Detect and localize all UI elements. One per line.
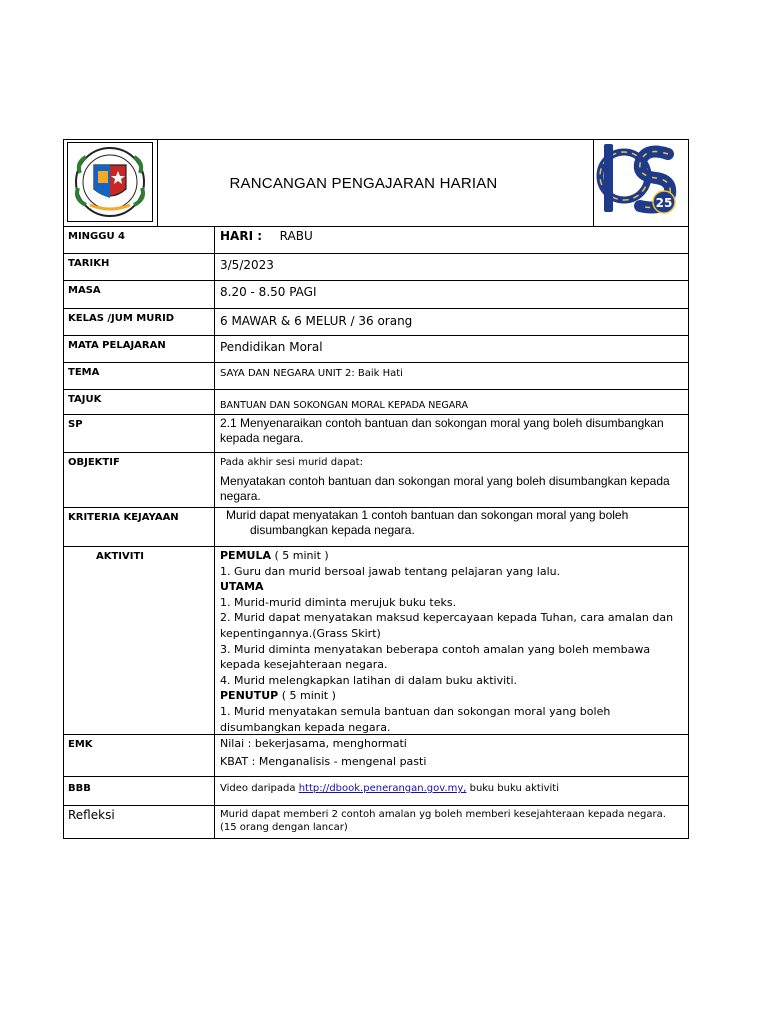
label-minggu: MINGGU 4 xyxy=(64,227,215,253)
page-title: RANCANGAN PENGAJARAN HARIAN xyxy=(229,174,498,192)
value-aktiviti xyxy=(215,547,688,734)
value-tajuk: BANTUAN DAN SOKONGAN MORAL KEPADA NEGARA xyxy=(220,400,468,411)
sekolah-logo-icon xyxy=(594,140,688,226)
row-aktiviti xyxy=(64,547,688,735)
value-objektif xyxy=(215,453,688,507)
utama-title: UTAMA xyxy=(220,580,264,594)
row-sp xyxy=(64,415,688,453)
hari-value: RABU xyxy=(279,229,313,243)
emk-kbat: KBAT : Menganalisis - mengenal pasti xyxy=(220,754,427,768)
objektif-text: Menyatakan contoh bantuan dan sokongan moral yang boleh disumbangkan kepada negara. xyxy=(220,474,670,503)
row-tajuk xyxy=(64,390,688,415)
bbb-prefix: Video daripada xyxy=(220,783,299,794)
value-tarikh: 3/5/2023 xyxy=(220,258,274,272)
row-tema xyxy=(64,363,688,390)
value-bbb xyxy=(215,777,688,805)
label-bbb: BBB xyxy=(64,777,215,805)
value-refleksi: Murid dapat memberi 2 contoh amalan yg boleh memberi kesejahteraan kepada negara. (15 orang dengan lancar) xyxy=(220,809,666,833)
school-crest-icon xyxy=(68,143,152,221)
value-tema: SAYA DAN NEGARA UNIT 2: Baik Hati xyxy=(220,368,403,379)
row-refleksi xyxy=(64,806,688,838)
value-sp: 2.1 Menyenaraikan contoh bantuan dan sokongan moral yang boleh disumbangkan kepada negara. xyxy=(220,416,664,445)
label-mata-pelajaran: MATA PELAJARAN xyxy=(64,336,215,362)
row-minggu xyxy=(64,227,688,254)
utama-item-4: 4. Murid melengkapkan latihan di dalam buku aktiviti. xyxy=(220,673,518,687)
value-kriteria xyxy=(215,508,688,546)
utama-item-3: 3. Murid diminta menyatakan beberapa contoh amalan yang boleh membawa kepada kesejahteraan negara. xyxy=(220,642,651,672)
value-kelas: 6 MAWAR & 6 MELUR / 36 orang xyxy=(220,314,413,328)
row-tarikh xyxy=(64,254,688,281)
pemula-item-1: 1. Guru dan murid bersoal jawab tentang pelajaran yang lalu. xyxy=(220,564,561,578)
utama-heading xyxy=(220,579,683,595)
kriteria-line-2: disumbangkan kepada negara. xyxy=(250,523,415,537)
label-aktiviti: AKTIVITI xyxy=(64,547,215,734)
dbook-link[interactable]: http://dbook.penerangan.gov.my, xyxy=(298,783,467,794)
label-kriteria: KRITERIA KEJAYAAN xyxy=(64,508,215,546)
value-masa: 8.20 - 8.50 PAGI xyxy=(220,285,317,299)
utama-item-1: 1. Murid-murid diminta merujuk buku teks. xyxy=(220,595,457,609)
label-tajuk: TAJUK xyxy=(64,390,215,414)
value-hari xyxy=(215,227,688,253)
label-sp: SP xyxy=(64,415,215,452)
row-mata-pelajaran xyxy=(64,336,688,363)
utama-item-2: 2. Murid dapat menyatakan maksud kepercayaan kepada Tuhan, cara amalan dan kepentingannya.(Grass Skirt) xyxy=(220,611,674,640)
row-objektif xyxy=(64,453,688,508)
kriteria-line-1: Murid dapat menyatakan 1 contoh bantuan dan sokongan moral yang boleh xyxy=(226,508,629,522)
value-emk xyxy=(215,735,688,776)
penutup-item-1: 1. Murid menyatakan semula bantuan dan sokongan moral yang boleh disumbangkan kepada negara. xyxy=(220,704,611,734)
row-bbb xyxy=(64,777,688,806)
logo-25-text: 25 xyxy=(655,196,673,210)
objektif-intro: Pada akhir sesi murid dapat: xyxy=(220,457,363,468)
emk-nilai: Nilai : bekerjasama, menghormati xyxy=(220,737,407,750)
label-masa: MASA xyxy=(64,281,215,308)
label-refleksi: Refleksi xyxy=(64,806,215,838)
pemula-title: PEMULA xyxy=(220,549,271,562)
label-tarikh: TARIKH xyxy=(64,254,215,280)
row-emk xyxy=(64,735,688,777)
pemula-heading xyxy=(220,548,683,564)
label-tema: TEMA xyxy=(64,363,215,389)
label-kelas: KELAS /JUM MURID xyxy=(64,309,215,335)
row-kriteria xyxy=(64,508,688,547)
label-objektif: OBJEKTIF xyxy=(64,453,215,507)
logo-cell xyxy=(593,140,688,226)
penutup-time: ( 5 minit ) xyxy=(278,689,336,703)
row-kelas xyxy=(64,309,688,336)
hari-label: HARI : xyxy=(220,229,263,243)
header-row xyxy=(64,140,688,227)
label-emk: EMK xyxy=(64,735,215,776)
penutup-title: PENUTUP xyxy=(220,689,279,703)
crest-cell xyxy=(64,140,158,226)
pemula-time: ( 5 minit ) xyxy=(270,549,329,562)
penutup-heading xyxy=(220,688,683,704)
title-cell xyxy=(158,140,593,226)
lesson-plan-table xyxy=(63,139,689,839)
value-mata-pelajaran: Pendidikan Moral xyxy=(220,340,323,354)
row-masa xyxy=(64,281,688,309)
school-crest-frame xyxy=(67,142,153,222)
bbb-suffix: buku buku aktiviti xyxy=(466,783,560,794)
